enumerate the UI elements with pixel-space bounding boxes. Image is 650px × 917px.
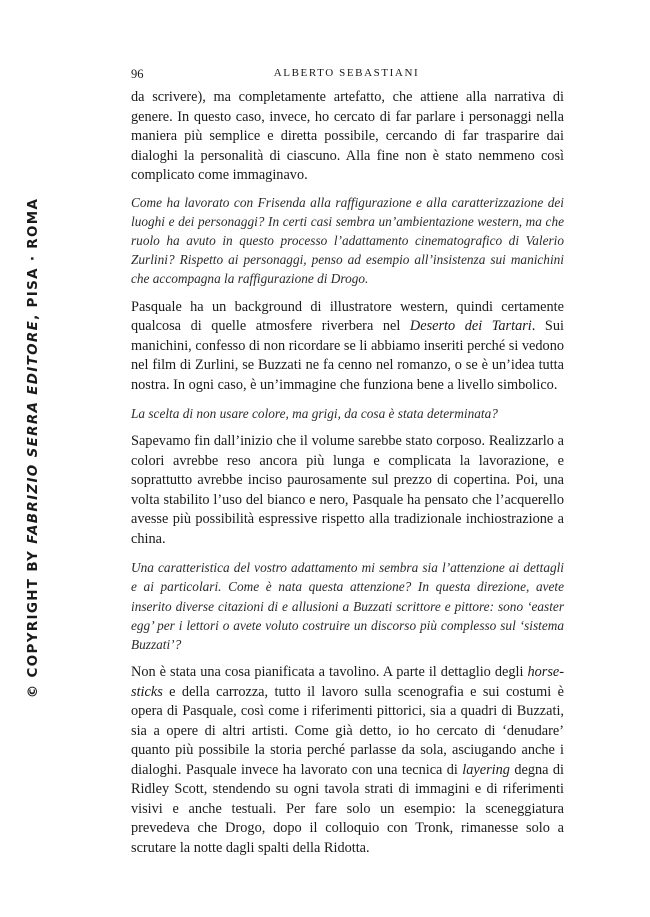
- question-1: Come ha lavorato con Frisenda alla raffigurazione e alla caratterizzazione dei luoghi e dei personaggi? In certi casi sembra un’ambientazione western, ma che ruolo ha avuto in questo processo l’adattamento cinematografico di Valerio Zurlini? Rispetto ai personaggi, penso ad esempio all’insistenza sui manichini che accompagna la raffigurazione di Drogo.: [131, 194, 564, 287]
- question-3: Una caratteristica del vostro adattamento mi sembra sia l’attenzione ai dettagli e ai particolari. Come è nata questa attenzione? In questa direzione, avete inserito diverse citazioni di e allusioni a Buzzati scrittore e pittore: sono ‘easter egg’ per i lettori o avete voluto costruire un discorso più complesso sul ‘sistema Buzzati’?: [131, 560, 564, 653]
- answer-paragraph-4: Non è stata una cosa pianificata a tavolino. A parte il dettaglio degli horse-sticks e della carrozza, tutto il lavoro sulla scenografia e sui costumi è opera di Pasquale, così come i riferimenti pittorici, sia a quadri di Buzzati, sia a opere di altri artisti. Come già detto, io ho cercato di ‘denudare’ quanto più possibile la storia perché parlasse da sola, asciugando anche i dialoghi. Pasquale invece ha lavorato con una tecnica di layering degna di Ridley Scott, stendendo su ogni tavola strati di immagini e di riferimenti visivi e anche testuali. Per fare solo un esempio: la sceneggiatura prevedeva che Drogo, dopo il colloquio con Tronk, rimanesse solo a scrutare la notte dagli spalti della Ridotta.: [131, 664, 564, 856]
- publisher-name: FABRIZIO SERRA EDITORE: [25, 319, 41, 544]
- answer-paragraph-2: Pasquale ha un background di illustratore western, quindi certamente qualcosa di quelle atmosfere riverbera nel Deserto dei Tartari. Sui manichini, confesso di non ricordare se li abbiamo inseriti perché si vedono nel film di Zurlini, se Buzzati ne fa cenno nel romanzo, o se è un’idea tutta nostra. In ogni caso, è un’immagine che funziona bene a livello simbolico.: [131, 298, 564, 393]
- question-2: La scelta di non usare colore, ma grigi, da cosa è stata determinata?: [131, 406, 498, 422]
- page-body: [131, 88, 564, 858]
- copyright-prefix: © COPYRIGHT BY: [25, 543, 41, 699]
- answer-paragraph-3: Sapevamo fin dall’inizio che il volume sarebbe stato corposo. Realizzarlo a colori avrebbe reso ancora più lunga e complicata la lavorazione, e soprattutto avrebbe inciso paurosamente sul prezzo di copertina. Poi, una volta stabilito l’uso del bianco e nero, Pasquale ha pensato che l’acquerello avesse più possibilità espressive rispetto alla tradizionale inchiostrazione a china.: [131, 433, 564, 547]
- running-head: ALBERTO SEBASTIANI: [273, 67, 420, 79]
- publisher-location: , PISA · ROMA: [25, 197, 41, 320]
- page-number: 96: [131, 67, 144, 81]
- term-layering: layering: [462, 761, 510, 778]
- copyright-sidebar: [25, 198, 41, 698]
- term-horse-sticks: horse-sticks: [131, 664, 564, 700]
- book-title: Deserto dei Tartari: [409, 318, 532, 335]
- answer-paragraph-1: da scrivere), ma completamente artefatto, che attiene alla narrativa di genere. In questo caso, invece, ho cercato di far parlare i personaggi nella maniera più semplice e diretta possibile, cercando di far trasparire dai dialoghi la personalità di ciascuno. Alla fine non è stato nemmeno così complicato come immaginavo.: [131, 89, 564, 183]
